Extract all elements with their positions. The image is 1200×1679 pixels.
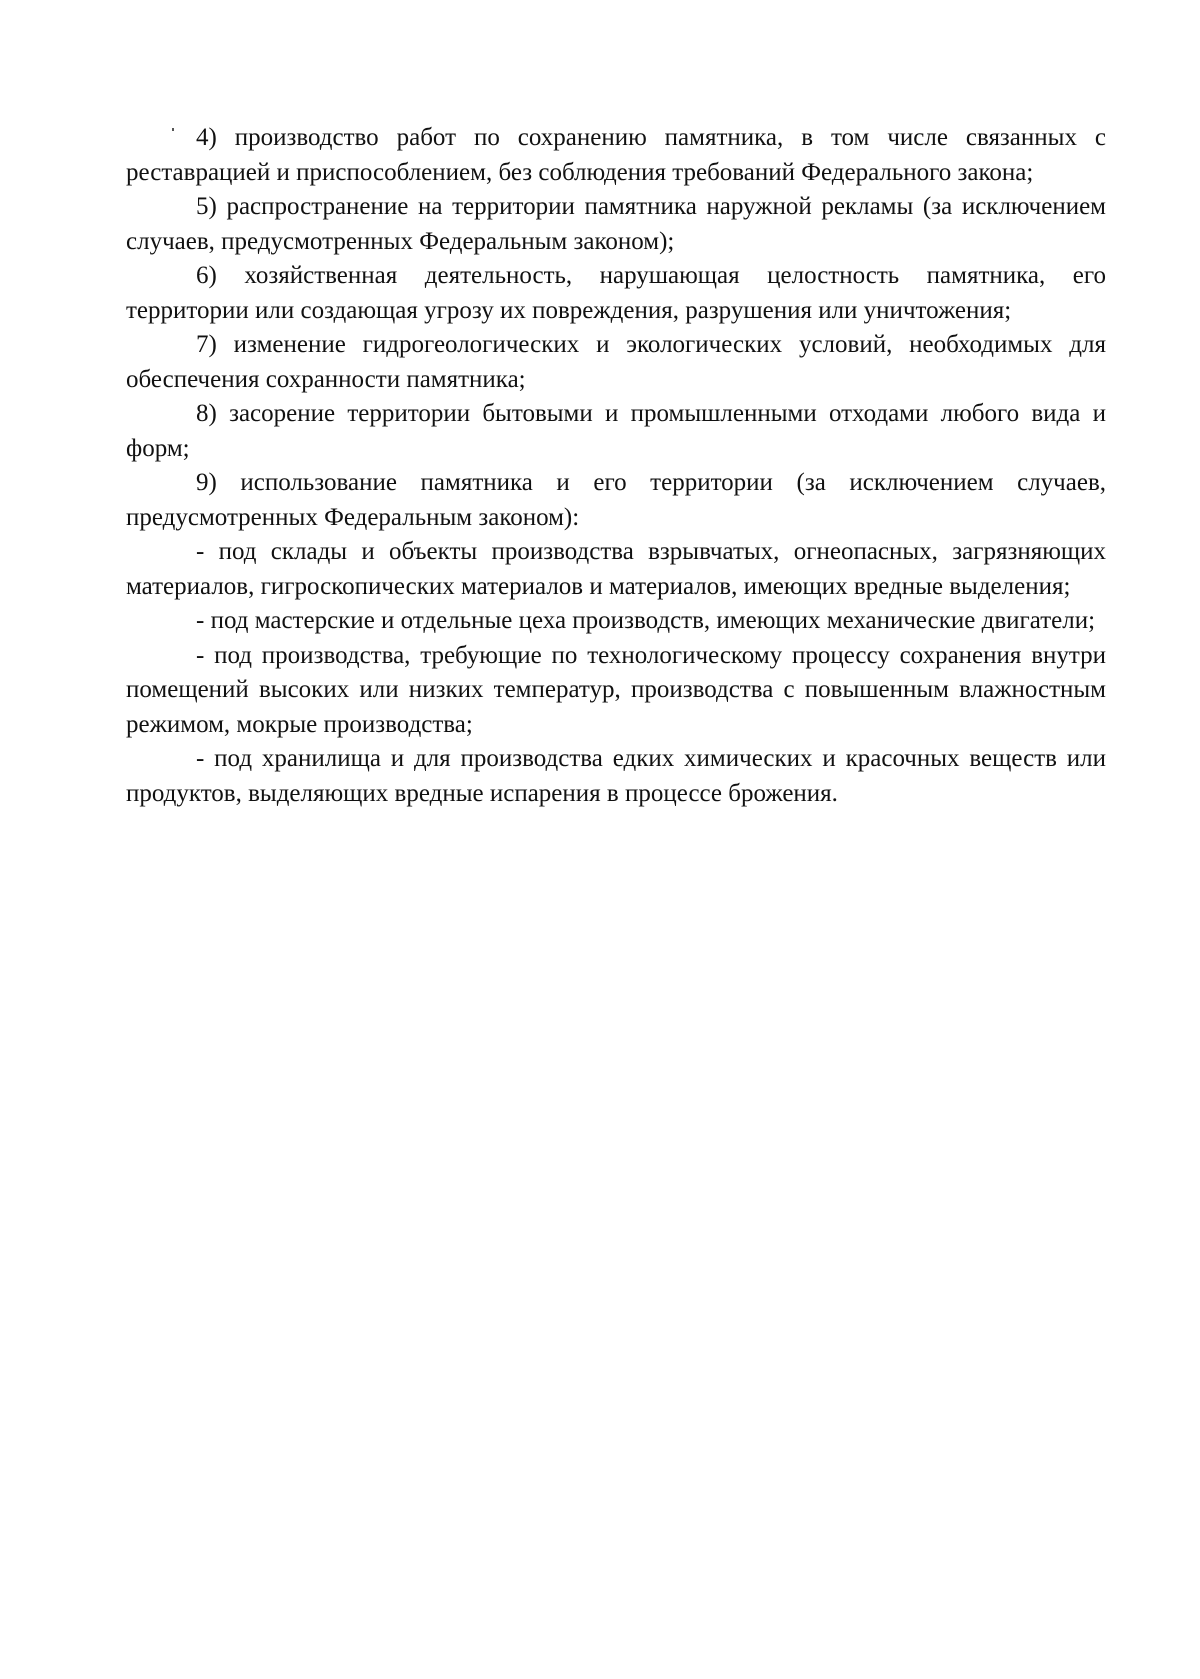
paragraph-sub-item-chemical-storage: - под хранилища и для производства едких химических и красочных веществ или продуктов, выделяющих вредные испарения в процессе брожения.	[126, 745, 1106, 807]
paragraph-sub-item-temperature-production: - под производства, требующие по технологическому процессу сохранения внутри помещений высоких или низких температур, производства с повышенным влажностным режимом, мокрые производства;	[126, 641, 1106, 738]
paragraph-item-7: 7) изменение гидрогеологических и экологических условий, необходимых для обеспечения сохранности памятника;	[126, 331, 1106, 393]
paragraph-sub-item-workshops: - под мастерские и отдельные цеха производств, имеющих механические двигатели;	[196, 607, 1096, 634]
paragraph-item-8: 8) засорение территории бытовыми и промышленными отходами любого вида и форм;	[126, 400, 1106, 462]
document-body	[126, 121, 1106, 811]
paragraph-item-5: 5) распространение на территории памятника наружной рекламы (за исключением случаев, предусмотренных Федеральным законом);	[126, 193, 1106, 255]
paragraph-item-9: 9) использование памятника и его территории (за исключением случаев, предусмотренных Федеральным законом):	[126, 469, 1106, 531]
paragraph-item-6: 6) хозяйственная деятельность, нарушающая целостность памятника, его территории или создающая угрозу их повреждения, разрушения или уничтожения;	[126, 262, 1106, 324]
paragraph-item-4: 4) производство работ по сохранению памятника, в том числе связанных с реставрацией и приспособлением, без соблюдения требований Федерального закона;	[126, 124, 1106, 186]
paragraph-sub-item-warehouses: - под склады и объекты производства взрывчатых, огнеопасных, загрязняющих материалов, гигроскопических материалов и материалов, имеющих вредные выделения;	[126, 538, 1106, 600]
